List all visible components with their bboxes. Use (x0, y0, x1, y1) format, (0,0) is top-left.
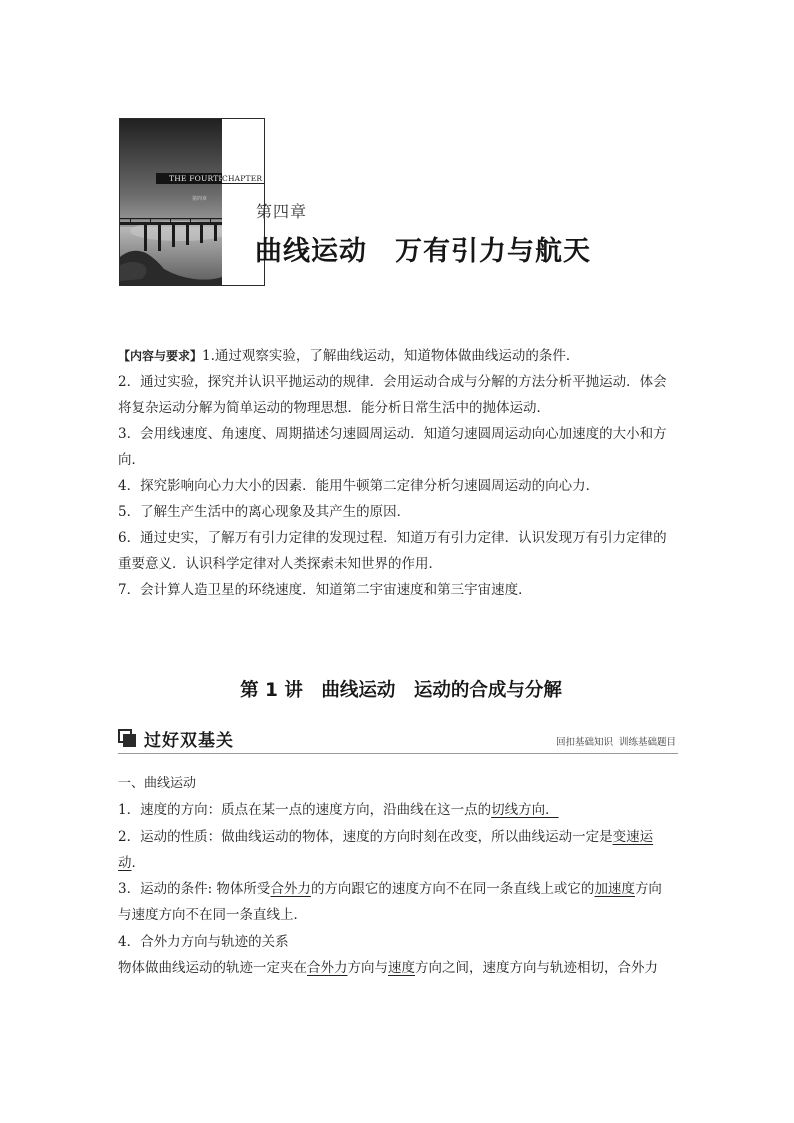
underlined-answer: 加速度 (594, 881, 635, 898)
cover-chapter-band (156, 173, 264, 184)
requirements-tag: 【内容与要求】 (118, 349, 203, 363)
requirement-line: 向． (118, 452, 145, 468)
underlined-answer: 变速运 (612, 828, 654, 845)
text-run: 方向与 (347, 960, 388, 977)
text-run: 3．运动的条件: 物体所受 (118, 881, 271, 898)
underlined-answer: 合外力 (270, 881, 311, 898)
text-run: 方向 (634, 881, 662, 898)
underlined-answer: 速度 (388, 960, 415, 977)
requirement-text: 1.通过观察实验，了解曲线运动，知道物体做曲线运动的条件． (202, 348, 580, 364)
pier-photo (120, 119, 222, 285)
requirement-line: 7．会计算人造卫星的环绕速度．知道第二宇宙速度和第三宇宙速度． (118, 582, 532, 598)
chapter-title: 曲线运动 万有引力与航天 (255, 236, 591, 267)
paragraph (118, 955, 682, 981)
requirement-line: 将复杂运动分解为简单运动的物理思想．能分析日常生活中的抛体运动． (118, 400, 550, 416)
section-header (118, 725, 678, 754)
text-run: 2．运动的性质：做曲线运动的物体，速度的方向时刻在改变，所以曲线运动一定是 (118, 828, 613, 845)
requirement-line: 2．通过实验，探究并认识平抛运动的规律．会用运动合成与分解的方法分析平抛运动．体会 (118, 374, 667, 390)
section-heading: 一、曲线运动 (118, 776, 197, 791)
paragraph: 与速度方向不在同一条直线上． (118, 907, 307, 924)
requirement-line: 5．了解生产生活中的离心现象及其产生的原因． (118, 504, 411, 520)
text-run: 物体做曲线运动的轨迹一定夹在 (118, 960, 307, 977)
requirement-line: 重要意义．认识科学定律对人类探索未知世界的作用． (118, 556, 442, 572)
section-subtitle: 回扣基础知识 训练基础题目 (555, 737, 676, 748)
section-title: 过好双基关 (144, 731, 234, 751)
requirement-line (118, 343, 682, 369)
paragraph (118, 824, 682, 850)
paragraph (118, 876, 682, 902)
body-content (118, 771, 682, 981)
text-run: 方向之间，速度方向与轨迹相切，合外力 (415, 960, 658, 977)
chapter-number: 第四章 (256, 202, 308, 221)
section-square-icon (118, 729, 136, 747)
text-run: 的方向跟它的速度方向不在同一条直线上或它的 (310, 881, 595, 898)
paragraph (118, 797, 682, 823)
requirements-block (118, 343, 682, 603)
underlined-answer: 合外力 (307, 960, 348, 977)
requirement-line: 3．会用线速度、角速度、周期描述匀速圆周运动．知道匀速圆周运动向心加速度的大小和方 (118, 426, 667, 442)
lecture-title: 第 1 讲 曲线运动 运动的合成与分解 (240, 680, 562, 701)
paragraph (118, 850, 682, 876)
chapter-cover-image (119, 118, 265, 286)
requirement-line: 4．探究影响向心力大小的因素．能用牛顿第二定律分析匀速圆周运动的向心力． (118, 478, 600, 494)
cover-small-label: 第四章 (192, 196, 208, 202)
underlined-answer: 切线方向． (491, 802, 559, 819)
text-run: 1．速度的方向：质点在某一点的速度方向，沿曲线在这一点的 (118, 802, 492, 819)
underlined-answer: 动 (118, 854, 132, 871)
chapter-header (119, 118, 679, 288)
paragraph: 4．合外力方向与轨迹的关系 (118, 933, 289, 950)
cover-band-light-text: CHAPTER (222, 174, 263, 183)
text-run: ． (131, 854, 145, 871)
cover-band-dark-text: THE FOURTH (156, 173, 222, 184)
requirement-line: 6．通过史实，了解万有引力定律的发现过程．知道万有引力定律．认识发现万有引力定律的 (118, 530, 667, 546)
